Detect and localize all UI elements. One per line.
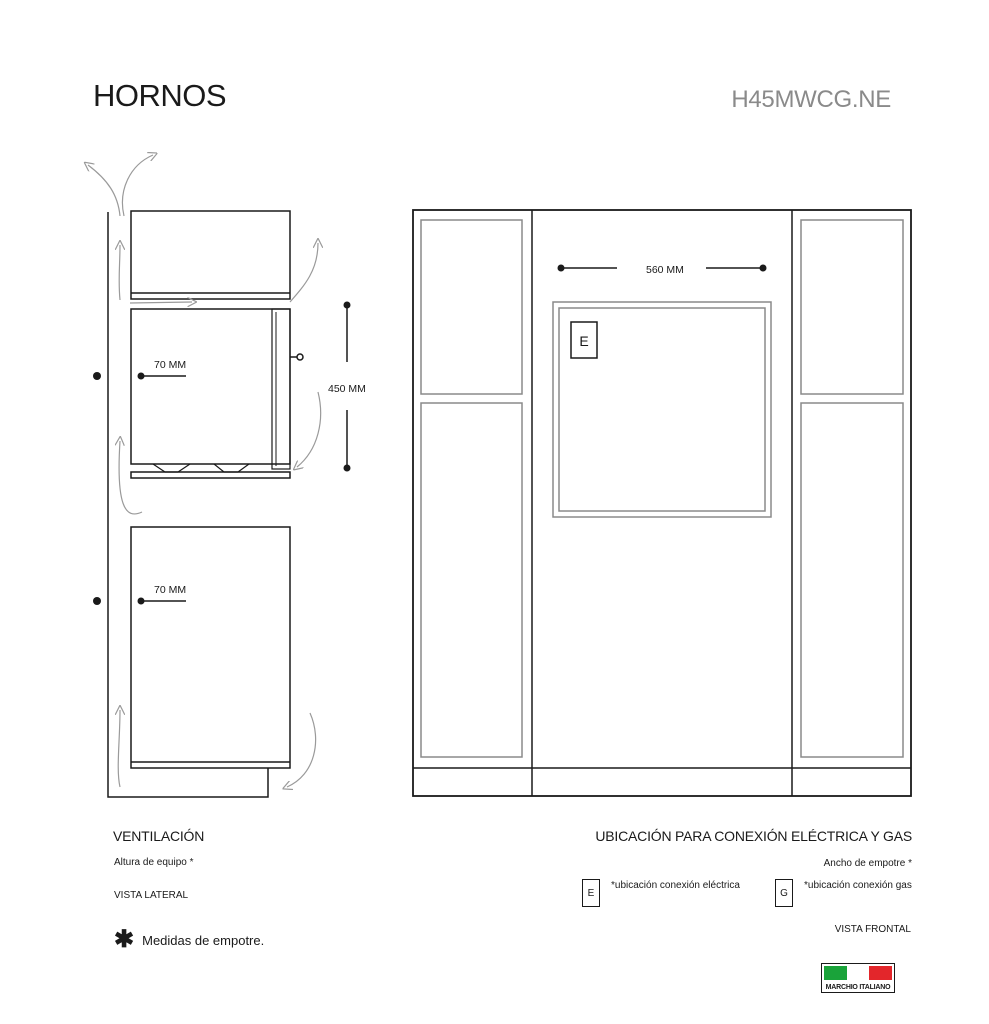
dimension-70mm-upper — [138, 359, 187, 380]
asterisk-icon: ✱ — [114, 926, 135, 953]
dimension-70mm-lower-label: 70 MM — [154, 584, 187, 596]
electric-legend-box — [582, 879, 600, 907]
ventilation-heading: VENTILACIÓN — [113, 828, 205, 844]
airflow-arrow — [122, 155, 153, 216]
page-title: HORNOS — [93, 78, 227, 113]
left-panel-bottom — [421, 403, 522, 757]
embed-width-note: Ancho de empotre * — [823, 858, 912, 869]
gas-legend-box — [775, 879, 793, 907]
dimension-450mm — [328, 302, 366, 472]
dimension-560mm — [558, 264, 767, 276]
front-frame — [413, 210, 911, 796]
embed-measures-note — [114, 926, 265, 953]
front-view — [413, 210, 911, 796]
oven-shelf — [131, 472, 290, 478]
left-panel-top — [421, 220, 522, 394]
airflow-arrow — [297, 392, 321, 467]
oven-feet — [153, 464, 190, 472]
embed-measures-text: Medidas de empotre. — [142, 932, 265, 948]
lower-cabinet — [131, 527, 290, 768]
front-view-label: VISTA FRONTAL — [834, 924, 911, 935]
airflow-arrow — [290, 243, 318, 302]
oven-body — [131, 309, 290, 464]
side-view-label: VISTA LATERAL — [114, 890, 189, 901]
logo-text: MARCHIO ITALIANO — [825, 984, 891, 991]
electric-legend-text: *ubicación conexión eléctrica — [611, 880, 740, 891]
dimension-70mm-lower — [138, 584, 187, 605]
side-view — [108, 211, 303, 797]
electric-connection-label: E — [579, 333, 589, 349]
oven-door — [272, 309, 290, 469]
connection-location-heading: UBICACIÓN PARA CONEXIÓN ELÉCTRICA Y GAS — [595, 828, 912, 844]
airflow-arrow — [130, 302, 192, 303]
electric-legend-symbol: E — [587, 887, 595, 899]
model-number: H45MWCG.NE — [731, 86, 891, 113]
upper-cabinet — [131, 211, 290, 299]
gas-legend-text: *ubicación conexión gas — [804, 880, 912, 891]
airflow-arrow — [118, 710, 120, 787]
airflow-arrow — [119, 245, 120, 300]
dimension-560mm-label: 560 MM — [646, 264, 684, 276]
oven-niche-inner — [559, 308, 765, 511]
right-panel-top — [801, 220, 903, 394]
dimension-450mm-label: 450 MM — [328, 383, 366, 395]
flag-green-block — [824, 966, 847, 980]
right-panel-bottom — [801, 403, 903, 757]
dimension-70mm-upper-label: 70 MM — [154, 359, 187, 371]
airflow-arrows — [88, 155, 321, 787]
oven-knob — [297, 354, 303, 360]
marchio-italiano-logo — [821, 963, 895, 993]
gas-legend-symbol: G — [780, 887, 788, 899]
marker-dot — [93, 372, 101, 380]
airflow-arrow — [287, 713, 316, 787]
marker-dot — [93, 597, 101, 605]
airflow-arrow — [88, 165, 120, 216]
equipment-height-note: Altura de equipo * — [114, 857, 194, 868]
flag-red-block — [869, 966, 892, 980]
